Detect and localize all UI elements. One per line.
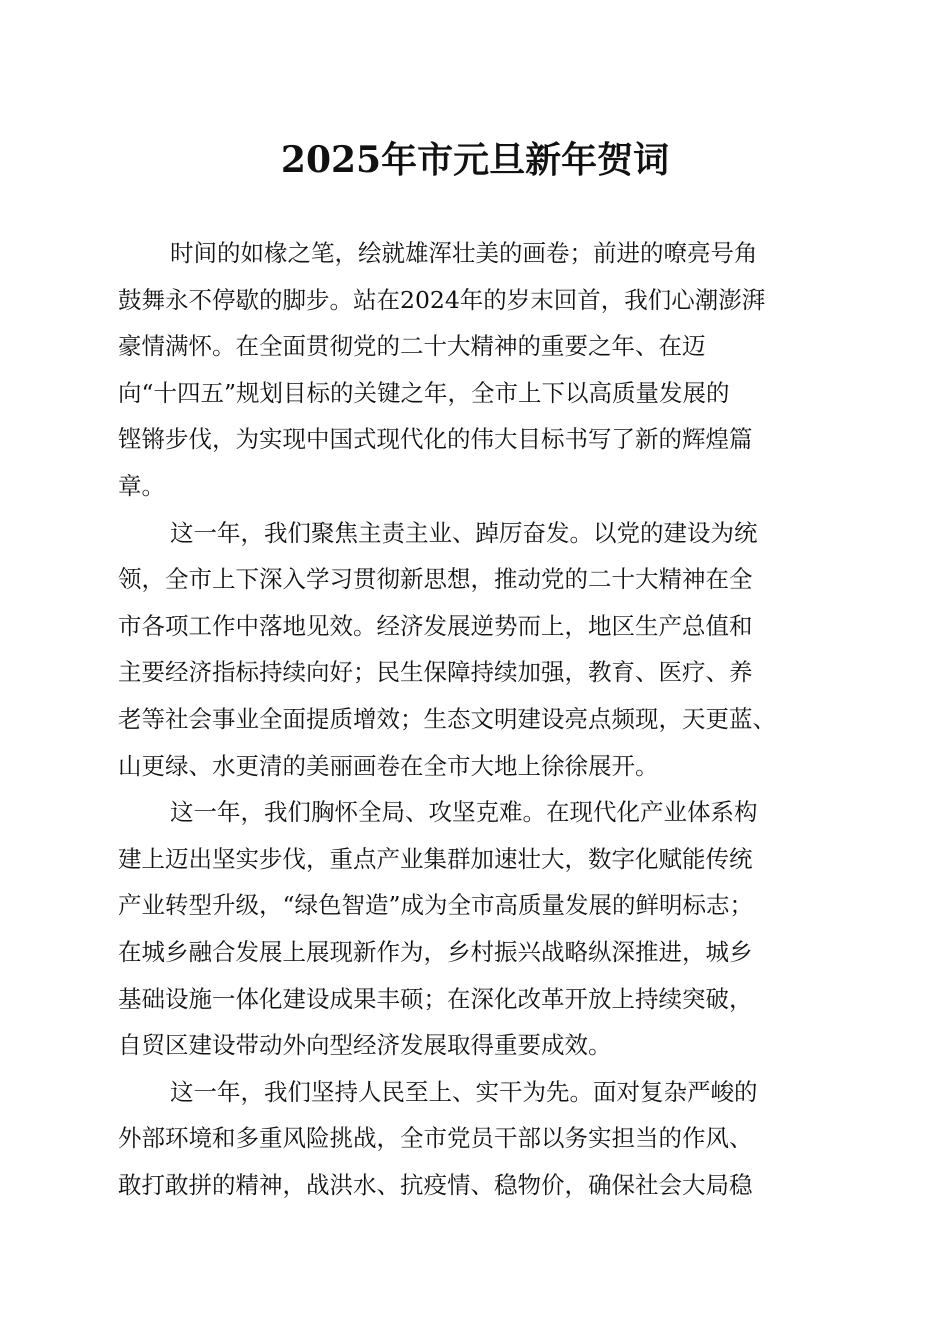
text-line: 领，全市上下深入学习贯彻新思想，推动党的二十大精神在全 (118, 565, 753, 594)
text-line: 建上迈出坚实步伐，重点产业集群加速壮大，数字化赋能传统 (118, 844, 753, 873)
text-line: 产业转型升级，“绿色智造”成为全市高质量发展的鲜明标志； (118, 891, 754, 920)
text-line: 这一年，我们坚持人民至上、实干为先。面对复杂严峻的 (170, 1077, 758, 1106)
text-line: 老等社会事业全面提质增效；生态文明建设亮点频现，天更蓝、 (118, 704, 776, 733)
text-line: 基础设施一体化建设成果丰硕；在深化改革开放上持续突破， (118, 984, 753, 1013)
text-line: 在城乡融合发展上展现新作为，乡村振兴战略纵深推进，城乡 (118, 937, 753, 966)
text-line: 向“十四五”规划目标的关键之年，全市上下以高质量发展的 (118, 378, 730, 407)
document-body (118, 230, 832, 1208)
text-line: 豪情满怀。在全面贯彻党的二十大精神的重要之年、在迈 (118, 332, 706, 361)
text-line: 山更绿、水更清的美丽画卷在全市大地上徐徐展开。 (118, 751, 659, 780)
text-line: 敢打敢拼的精神，战洪水、抗疫情、稳物价，确保社会大局稳 (118, 1170, 753, 1199)
text-line: 外部环境和多重风险挑战，全市党员干部以务实担当的作风、 (118, 1124, 753, 1153)
text-line: 市各项工作中落地见效。经济发展逆势而上，地区生产总值和 (118, 611, 753, 640)
text-line: 这一年，我们聚焦主责主业、踔厉奋发。以党的建设为统 (170, 518, 758, 547)
text-line: 主要经济指标持续向好；民生保障持续加强，教育、医疗、养 (118, 658, 753, 687)
text-line: 这一年，我们胸怀全局、攻坚克难。在现代化产业体系构 (170, 798, 758, 827)
text-line: 鼓舞永不停歇的脚步。站在2024年的岁末回首，我们心潮澎湃 (118, 285, 766, 314)
text-line: 章。 (118, 471, 165, 500)
document-title: 2025年市元旦新年贺词 (280, 139, 670, 181)
text-line: 时间的如椽之笔，绘就雄浑壮美的画卷；前进的嘹亮号角 (170, 239, 758, 267)
text-line: 铿锵步伐，为实现中国式现代化的伟大目标书写了新的辉煌篇 (118, 425, 753, 454)
text-line: 自贸区建设带动外向型经济发展取得重要成效。 (118, 1031, 612, 1060)
